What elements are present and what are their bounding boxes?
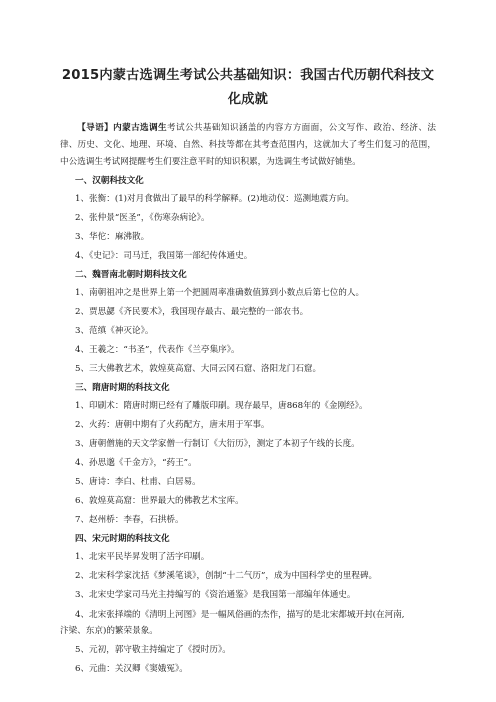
intro-paragraph [60, 120, 436, 171]
list-item: 4、孙思邈《千金方》，“药王”。 [75, 458, 197, 468]
list-item: 1、南朝祖冲之是世界上第一个把圆周率准确数值算到小数点后第七位的人。 [75, 288, 365, 298]
list-item [60, 605, 436, 641]
list-item: 5、唐诗：李白、杜甫、白居易。 [75, 477, 201, 487]
list-item: 6、敦煌莫高窟：世界最大的佛教艺术宝库。 [75, 496, 244, 506]
list-item: 2、北宋科学家沈括《梦溪笔谈》，创制“十二气历”，成为中国科学史的里程碑。 [75, 571, 378, 581]
section-suitang [60, 379, 436, 530]
list-item-line-1: 4、北宋张择端的《清明上河图》是一幅风俗画的杰作，描写的是北宋都城开封(在河南, [75, 610, 405, 620]
list-item: 1、北宋平民毕昇发明了活字印刷。 [75, 552, 210, 562]
document-title [60, 64, 436, 112]
list-item: 4、王羲之：“书圣”，代表作《兰亭集序》。 [75, 345, 240, 355]
section-heading: 一、汉朝科技文化 [75, 176, 144, 186]
list-item: 3、范缜《神灭论》。 [75, 326, 154, 336]
section-heading: 四、宋元时期的科技文化 [75, 534, 170, 544]
list-item: 1、张衡：(1)对月食做出了最早的科学解释。(2)地动仪：巡测地震方向。 [75, 194, 355, 204]
list-item: 3、唐朝僧施的天文学家僧一行制订《大衍历》，测定了本初子午线的长度。 [75, 439, 360, 449]
section-han [60, 172, 436, 266]
title-line-1: 2015内蒙古选调生考试公共基础知识：我国古代历朝代科技文 [61, 68, 435, 83]
list-item: 2、贾思勰《齐民要术》，我国现存最古、最完整的一部农书。 [75, 307, 309, 317]
section-songyuan [60, 530, 436, 679]
section-heading: 二、魏晋南北朝时期科技文化 [75, 270, 187, 280]
list-item-line-2: 汴梁、东京)的繁荣景象。 [60, 626, 158, 636]
list-item: 5、元初，郭守敬主持编定了《授时历》。 [75, 645, 231, 655]
intro-text: 考试公共基础知识涵盖的内容方方面面，公文写作、政治、经济、法律、历史、文化、地理、环境、自然、科技等都在其考查范围内，这就加大了考生们复习的范围，中公选调生考试网提醒考生们要注意平时的知识积累，为选调生考试做好铺垫。 [60, 123, 436, 167]
title-line-2: 化成就 [227, 92, 269, 107]
list-item: 4、《史记》：司马迁，我国第一部纪传体通史。 [75, 251, 253, 261]
list-item: 3、北宋史学家司马光主持编写的《资治通鉴》是我国第一部编年体通史。 [75, 590, 356, 600]
section-heading: 三、隋唐时期的科技文化 [75, 383, 170, 393]
intro-lead: 【导语】内蒙古选调生 [77, 123, 167, 133]
section-weijin [60, 266, 436, 379]
list-item: 2、张仲景“医圣”，《伤寒杂病论》。 [75, 213, 210, 223]
list-item: 2、火药：唐朝中期有了火药配方，唐末用于军事。 [75, 420, 270, 430]
list-item: 6、元曲：关汉卿《窦娥冤》。 [75, 664, 188, 674]
list-item: 7、赵州桥：李春，石拱桥。 [75, 515, 184, 525]
list-item: 3、华佗：麻沸散。 [75, 232, 150, 242]
list-item: 5、三大佛教艺术，敦煌莫高窟、大同云冈石窟、洛阳龙门石窟。 [75, 364, 322, 374]
list-item: 1、印刷术：隋唐时期已经有了雕版印刷。现存最早，唐868年的《金刚经》。 [75, 401, 368, 411]
